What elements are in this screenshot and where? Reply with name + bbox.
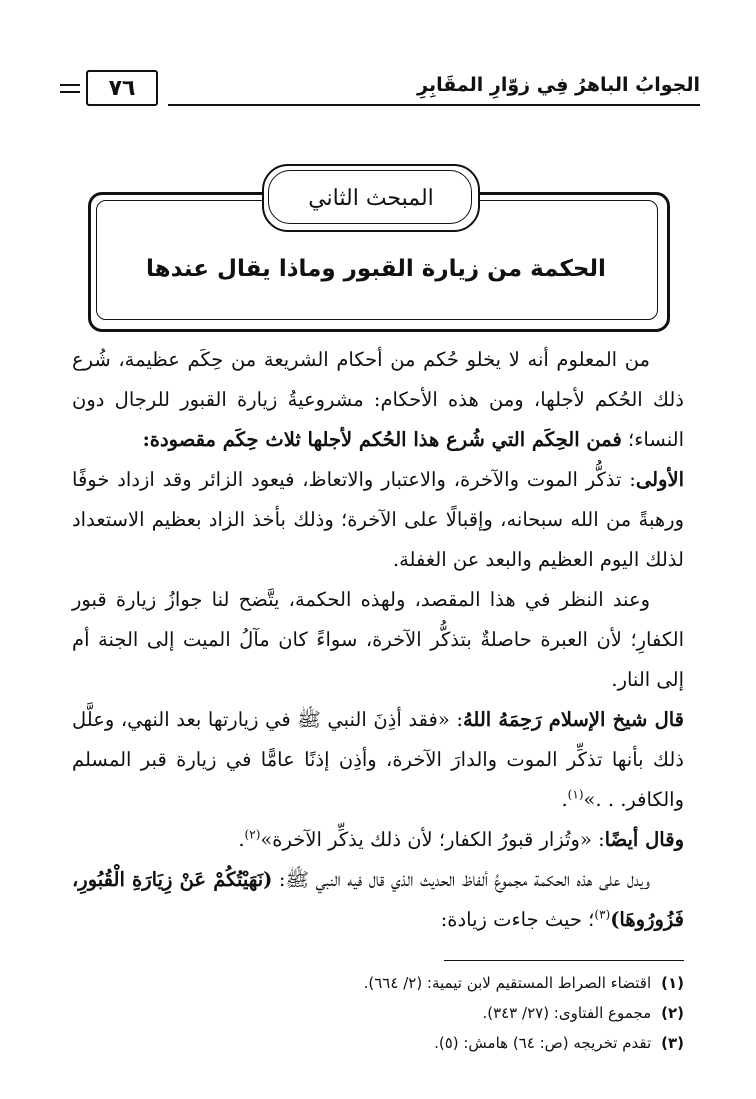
footnote-text: اقتضاء الصراط المستقيم لابن تيمية: (٢/ ٦٦٤). (363, 974, 652, 992)
paragraph-4-quote: : «فقد أذِنَ النبي ﷺ في زيارتها بعد النهي، وعلَّل ذلك بأنها تذكِّر الموت والدارَ الآخرة، وأذِن إذنًا عامًّا في زيارة قبر المسلم والكافر. . .» (72, 708, 684, 811)
paragraph-3: وعند النظر في هذا المقصد، ولهذه الحكمة، يتَّضح لنا جوازُ زيارة قبور الكفارِ؛ لأن العبرة حاصلةٌ بتذكُّر الآخرة، سواءً كان مآلُ الميت إلى الجنة أم إلى النار. (72, 588, 684, 691)
page-number: ٧٦ (86, 70, 158, 106)
paragraph-4-speaker: قال شيخ الإسلام رَحِمَهُ اللهُ (462, 708, 684, 731)
paragraph-4-end: . (561, 788, 568, 811)
footnote (72, 1028, 684, 1058)
section-label: المبحث الثاني (308, 185, 434, 211)
footnote (72, 968, 684, 998)
body-text (72, 340, 684, 940)
paragraph-6-text: ويدل على هذه الحكمة مجموعُ ألفاظ الحديث الذي قال فيه النبي ﷺ: (272, 868, 650, 891)
footnote-number: (٢) (661, 1004, 684, 1022)
paragraph-1 (72, 340, 684, 460)
paragraph-2-text: : تذكُّر الموت والآخرة، والاعتبار والاتعاظ، فيعود الزائر وقد ازداد خوفًا ورهبةً من الله سبحانه، وإقبالًا على الآخرة؛ وذلك بأخذ الزاد بعظيم الاستعداد لذلك اليوم العظيم والبعد عن الغفلة. (72, 468, 684, 571)
book-title: الجوابُ الباهرُ فِي زوّارِ المقَابِرِ (417, 74, 700, 96)
footnote-number: (١) (661, 974, 684, 992)
footnote-ref-1: (١) (567, 787, 584, 802)
paragraph-5-end: . (238, 828, 245, 851)
footnote-separator (444, 960, 684, 961)
footnote-ref-2: (٢) (244, 827, 261, 842)
paragraph-2 (72, 460, 684, 580)
page-header (60, 68, 700, 110)
footnotes (72, 968, 684, 1058)
paragraph-1-text: من المعلوم أنه لا يخلو حُكم من أحكام الشريعة من حِكَم عظيمة، شُرع ذلك الحُكم لأجلها، ومن هذه الأحكام: مشروعيةُ زيارة القبور للرجال دون النساء؛ (72, 348, 684, 451)
footnote-ref-3: (٣) (594, 907, 611, 922)
paragraph-6-hadith: (نَهَيْتُكُمْ عَنْ زِيَارَةِ الْقُبُورِ، فَزُورُوهَا) (72, 868, 684, 931)
footnote-text: مجموع الفتاوى: (٢٧/ ٣٤٣). (482, 1004, 652, 1022)
paragraph-6 (72, 860, 684, 940)
footnote-text: تقدم تخريجه (ص: ٦٤) هامش: (٥). (434, 1034, 652, 1052)
header-rule (168, 104, 700, 106)
header-dash-ornament (60, 84, 80, 93)
paragraph-6-tail: ؛ حيث جاءت زيادة: (440, 908, 595, 931)
section-label-tab-inner (268, 170, 472, 224)
paragraph-5-quote: : «وتُزار قبورُ الكفار؛ لأن ذلك يذكِّر الآخرة» (260, 828, 605, 851)
paragraph-5 (72, 820, 684, 860)
paragraph-1-bold: فمن الحِكَم التي شُرع هذا الحُكم لأجلها ثلاث حِكَم مقصودة: (142, 428, 622, 451)
footnote (72, 998, 684, 1028)
paragraph-5-speaker: وقال أيضًا (604, 828, 684, 851)
paragraph-2-label: الأولى (635, 468, 684, 491)
section-title: الحكمة من زيارة القبور وماذا يقال عندها (146, 256, 606, 282)
paragraph-4 (72, 700, 684, 820)
footnote-number: (٣) (661, 1034, 684, 1052)
